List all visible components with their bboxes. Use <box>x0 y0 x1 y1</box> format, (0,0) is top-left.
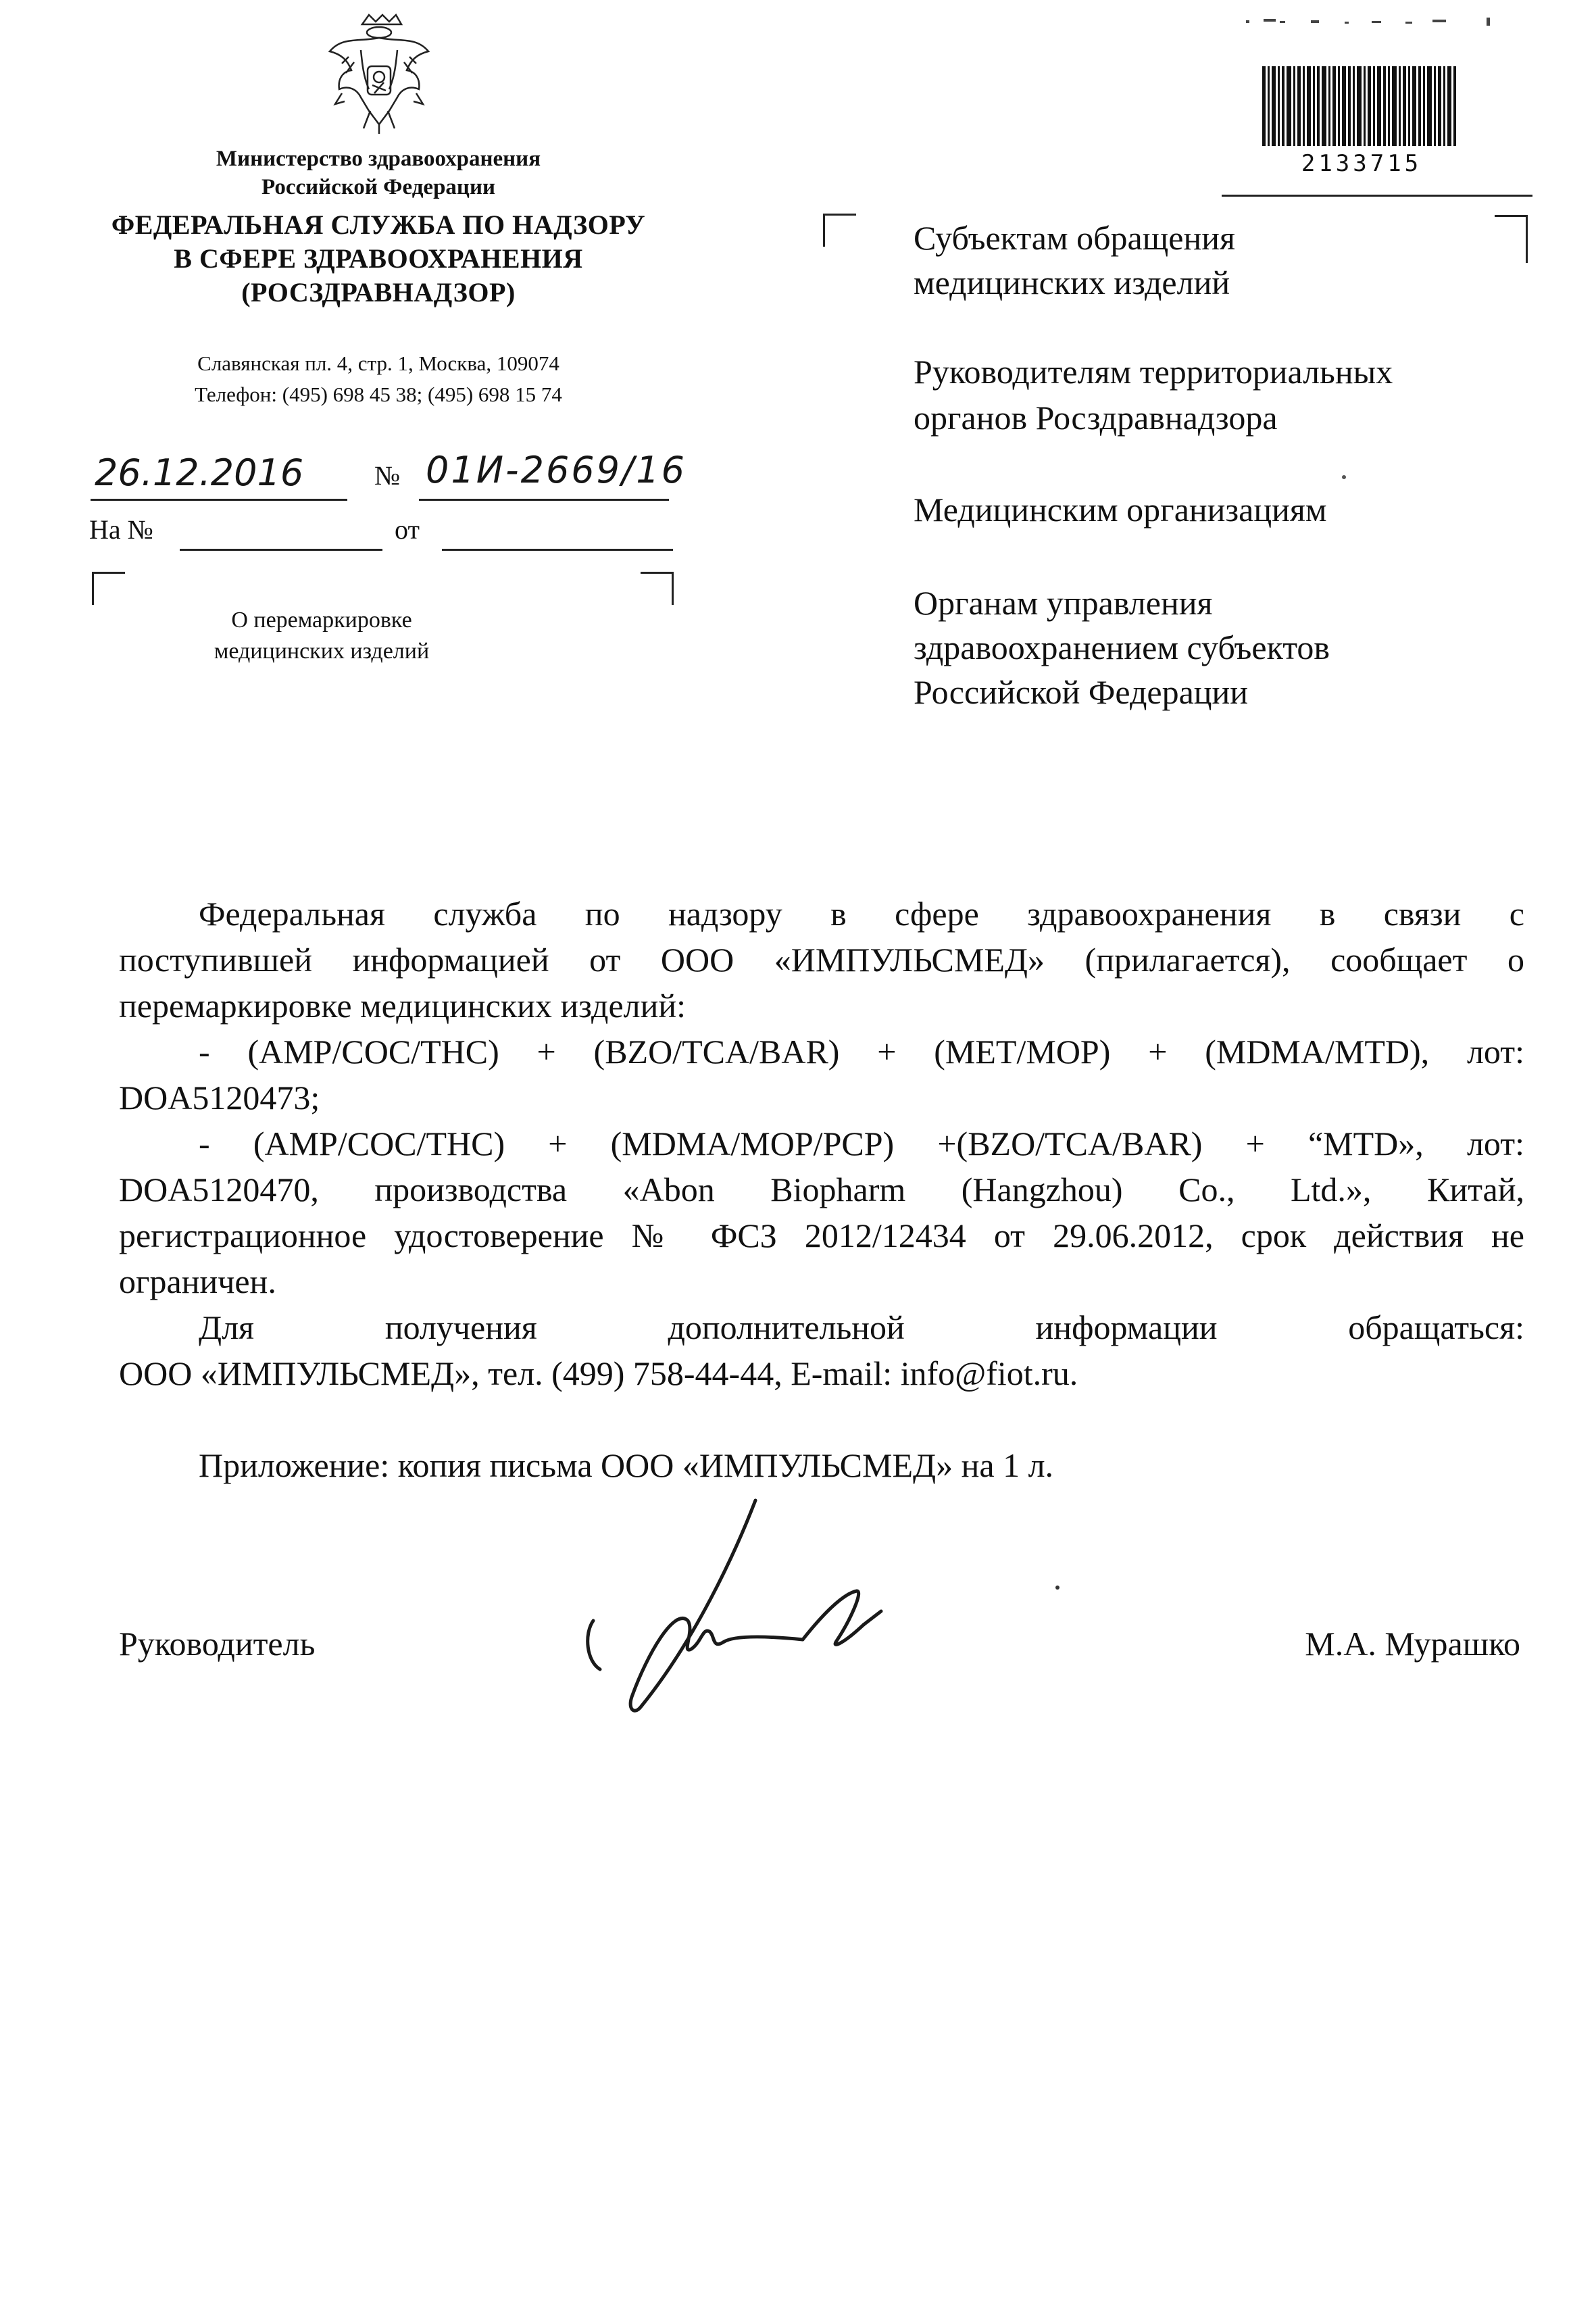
ministry-line-1: Министерство здравоохранения <box>216 147 541 171</box>
signatory-title: Руководитель <box>119 1625 316 1663</box>
subject-line-2: медицинских изделий <box>214 639 430 664</box>
number-sign: № <box>374 460 401 491</box>
ministry-line-2: Российской Федерации <box>261 175 495 199</box>
service-line-2: В СФЕРЕ ЗДРАВООХРАНЕНИЯ <box>174 243 583 274</box>
addressee-1-line-2: медицинских изделий <box>914 264 1230 301</box>
service-line-1: ФЕДЕРАЛЬНАЯ СЛУЖБА ПО НАДЗОРУ <box>111 210 646 240</box>
subject-corner-right <box>641 572 674 605</box>
addressee-4-line-2: здравоохранением субъектов <box>914 629 1330 666</box>
service-phone: Телефон: (495) 698 45 38; (495) 698 15 74 <box>195 383 562 406</box>
body-p1-line-3: перемаркировке медицинских изделий: <box>119 987 687 1025</box>
body-p1-line-1: Федеральная служба по надзору в сфере здравоохранения в связи с <box>199 895 1524 933</box>
ink-dot <box>1342 475 1346 479</box>
reply-from-line <box>442 549 673 551</box>
handwritten-date: 26.12.2016 <box>95 451 304 494</box>
address-corner-left <box>823 214 856 247</box>
addressee-4-line-3: Российской Федерации <box>914 673 1249 711</box>
addressee-2-line-2: органов Росздравнадзора <box>914 399 1278 437</box>
body-item1-line-1: - (AMP/COC/THC) + (BZO/TCA/BAR) + (MET/MOP) + (MDMA/MTD), лот: <box>199 1033 1524 1071</box>
service-line-3: (РОСЗДРАВНАДЗОР) <box>241 277 516 308</box>
subject-line-1: О перемаркировке <box>231 608 412 633</box>
reply-from-label: от <box>395 514 420 545</box>
body-item2-line-4: ограничен. <box>119 1262 276 1300</box>
ink-dot <box>1055 1586 1059 1590</box>
subject-corner-left <box>92 572 125 605</box>
scan-noise-marks <box>1243 15 1500 28</box>
addressee-4-line-1: Органам управления <box>914 584 1213 622</box>
body-item2-line-3: регистрационное удостоверение № ФСЗ 2012/12434 от 29.06.2012, срок действия не <box>119 1217 1524 1254</box>
reply-number-label: На № <box>89 514 153 545</box>
body-item1-line-2: DOA5120473; <box>119 1079 320 1116</box>
body-item2-line-2: DOA5120470, производства «Abon Biopharm (Hangzhou) Co., Ltd.», Китай, <box>119 1171 1524 1208</box>
addressee-2-line-1: Руководителям территориальных <box>914 353 1393 391</box>
coat-of-arms-emblem <box>322 9 437 137</box>
addressee-3-line-1: Медицинским организациям <box>914 491 1327 529</box>
barcode <box>1261 66 1457 146</box>
body-p1-line-2: поступившей информацией от ООО «ИМПУЛЬСМЕД» (прилагается), сообщает о <box>119 941 1524 979</box>
handwritten-signature <box>580 1492 897 1722</box>
number-underline <box>419 499 669 501</box>
signatory-name: М.А. Мурашко <box>1305 1625 1520 1663</box>
reply-number-line <box>180 549 382 551</box>
service-address: Славянская пл. 4, стр. 1, Москва, 109074 <box>197 351 559 375</box>
date-underline <box>91 499 347 501</box>
body-contact-line-1: Для получения дополнительной информации обращаться: <box>199 1308 1524 1346</box>
barcode-divider <box>1222 195 1532 197</box>
body-contact-line-2: ООО «ИМПУЛЬСМЕД», тел. (499) 758-44-44, E-mail: info@fiot.ru. <box>119 1354 1078 1392</box>
handwritten-number: 01И-2669/16 <box>426 449 687 491</box>
barcode-number: 2133715 <box>1301 150 1422 177</box>
addressee-1-line-1: Субъектам обращения <box>914 219 1235 257</box>
body-attachment: Приложение: копия письма ООО «ИМПУЛЬСМЕД» на 1 л. <box>199 1446 1054 1484</box>
body-item2-line-1: - (AMP/COC/THC) + (MDMA/MOP/PCP) +(BZO/TCA/BAR) + “MTD», лот: <box>199 1125 1524 1162</box>
